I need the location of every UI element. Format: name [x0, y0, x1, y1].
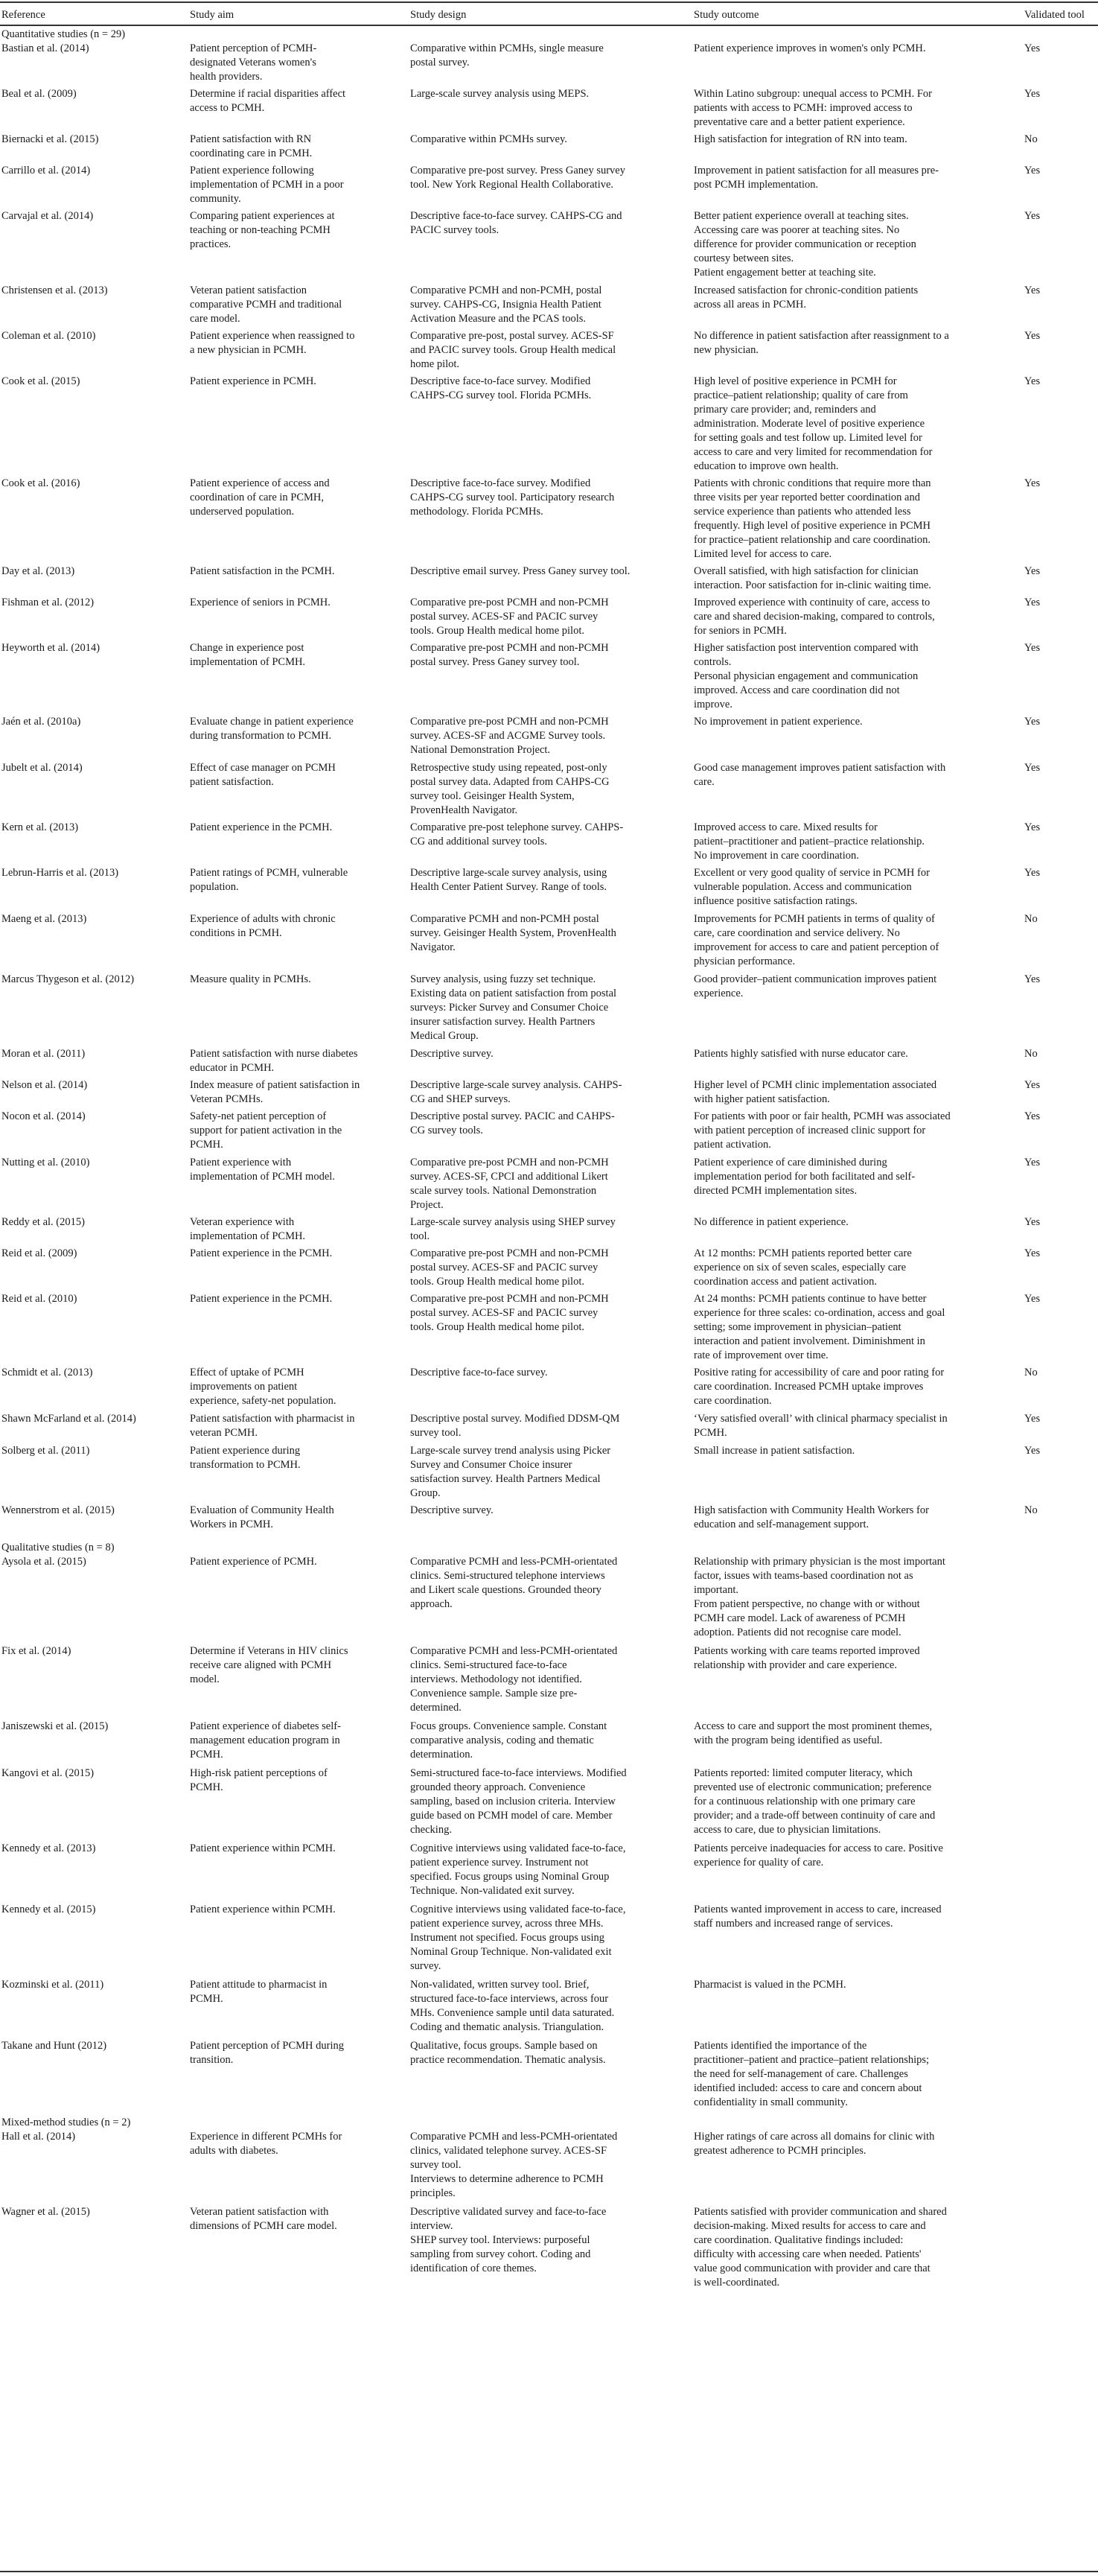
cell-study-outcome: High level of positive experience in PCMH for practice–patient relationship; quality of care from primary care provider; and, reminders and administration. Moderate level of positive experience for setting goals and test follow up. Limited level for access to care and very limited for recommendation for education to improve own health.	[694, 375, 933, 472]
cell-validated-tool: Yes	[1024, 597, 1041, 608]
cell-reference: Kern et al. (2013)	[1, 821, 79, 833]
cell-validated-tool: Yes	[1024, 642, 1041, 654]
cell-validated-tool: Yes	[1024, 284, 1041, 296]
cell-reference: Fix et al. (2014)	[1, 1645, 71, 1657]
cell-study-outcome: Patients identified the importance of the practitioner–patient and practice–patient relationships; the need for self-management of care. Challenges identified included: access to care and concern about confidentiality in small community.	[694, 2040, 930, 2108]
cell-validated-tool: Yes	[1024, 1079, 1041, 1091]
cell-study-design: Descriptive survey.	[410, 1504, 494, 1516]
cell-validated-tool: No	[1024, 1367, 1038, 1378]
cell-study-aim: Patient experience of PCMH.	[190, 1556, 317, 1568]
cell-reference: Coleman et al. (2010)	[1, 330, 96, 342]
cell-reference: Nocon et al. (2014)	[1, 1110, 86, 1122]
cell-reference: Nelson et al. (2014)	[1, 1079, 88, 1091]
cell-validated-tool: No	[1024, 133, 1038, 145]
cell-study-aim: Patient experience in the PCMH.	[190, 1293, 333, 1305]
cell-study-outcome: Good case management improves patient satisfaction with care.	[694, 762, 946, 788]
cell-reference: Kennedy et al. (2013)	[1, 1842, 96, 1854]
cell-study-aim: Evaluation of Community Health Workers in PCMH.	[190, 1504, 334, 1530]
header-rule	[0, 25, 1098, 26]
cell-study-aim: Patient satisfaction with pharmacist in veteran PCMH.	[190, 1413, 355, 1439]
cell-study-design: Large-scale survey trend analysis using Picker Survey and Consumer Choice insurer satisfaction survey. Health Partners Medical Group.	[410, 1445, 611, 1499]
cell-study-outcome: At 24 months: PCMH patients continue to have better experience for three scales: co-ordination, access and goal setting; some improvement in physician–patient interaction and patient involvement. Diminishment in rate of improvement over time.	[694, 1293, 945, 1361]
cell-reference: Carvajal et al. (2014)	[1, 210, 94, 222]
cell-reference: Reid et al. (2010)	[1, 1293, 77, 1305]
cell-study-outcome: Improvements for PCMH patients in terms of quality of care, care coordination and service delivery. No improvement for access to care and patient perception of physician performance.	[694, 913, 939, 967]
cell-study-aim: Patient experience within PCMH.	[190, 1904, 336, 1915]
cell-study-outcome: Higher level of PCMH clinic implementation associated with higher patient satisfaction.	[694, 1079, 937, 1105]
cell-study-aim: Evaluate change in patient experience during transformation to PCMH.	[190, 716, 354, 742]
cell-study-design: Focus groups. Convenience sample. Constant comparative analysis, coding and thematic determination.	[410, 1720, 607, 1761]
cell-reference: Janiszewski et al. (2015)	[1, 1720, 109, 1732]
cell-validated-tool: Yes	[1024, 165, 1041, 176]
cell-validated-tool: Yes	[1024, 330, 1041, 342]
cell-study-outcome: At 12 months: PCMH patients reported better care experience on six of seven scales, especially care coordination access and patient activation.	[694, 1247, 912, 1288]
cell-study-design: Retrospective study using repeated, post-only postal survey data. Adapted from CAHPS-CG survey tool. Geisinger Health System, ProvenHealth Navigator.	[410, 762, 610, 816]
cell-study-design: Descriptive large-scale survey analysis, using Health Center Patient Survey. Range of tools.	[410, 867, 607, 893]
cell-validated-tool: Yes	[1024, 1293, 1041, 1305]
table-bottom-rule	[0, 2571, 1098, 2572]
cell-validated-tool: Yes	[1024, 716, 1041, 728]
cell-study-design: Non-validated, written survey tool. Brief, structured face-to-face interviews, across four MHs. Convenience sample until data saturated. Coding and thematic analysis. Triangulation.	[410, 1979, 615, 2033]
cell-study-outcome: Patient experience improves in women's only PCMH.	[694, 42, 926, 54]
cell-study-outcome: Overall satisfied, with high satisfaction for clinician interaction. Poor satisfaction for in-clinic waiting time.	[694, 565, 931, 591]
cell-study-outcome: Patients perceive inadequacies for access to care. Positive experience for quality of care.	[694, 1842, 943, 1869]
cell-study-outcome: No improvement in patient experience.	[694, 716, 863, 728]
cell-study-outcome: Improvement in patient satisfaction for all measures pre- post PCMH implementation.	[694, 165, 939, 191]
cell-reference: Carrillo et al. (2014)	[1, 165, 91, 176]
cell-reference: Lebrun-Harris et al. (2013)	[1, 867, 119, 879]
section-heading: Quantitative studies (n = 29)	[1, 28, 126, 40]
cell-study-aim: Patient experience in the PCMH.	[190, 821, 333, 833]
cell-validated-tool: Yes	[1024, 565, 1041, 577]
cell-reference: Jubelt et al. (2014)	[1, 762, 83, 774]
cell-reference: Kennedy et al. (2015)	[1, 1904, 96, 1915]
cell-reference: Biernacki et al. (2015)	[1, 133, 99, 145]
cell-reference: Wagner et al. (2015)	[1, 2206, 90, 2218]
cell-validated-tool: Yes	[1024, 1247, 1041, 1259]
cell-study-aim: Patient experience of access and coordination of care in PCMH, underserved population.	[190, 477, 330, 518]
cell-study-outcome: Excellent or very good quality of service in PCMH for vulnerable population. Access and communication influence positive satisfaction ratings.	[694, 867, 930, 907]
cell-validated-tool: Yes	[1024, 42, 1041, 54]
cell-study-design: Descriptive postal survey. Modified DDSM-QM survey tool.	[410, 1413, 620, 1439]
cell-validated-tool: Yes	[1024, 762, 1041, 774]
cell-study-outcome: For patients with poor or fair health, PCMH was associated with patient perception of increased clinic support for patient activation.	[694, 1110, 951, 1151]
cell-reference: Aysola et al. (2015)	[1, 1556, 86, 1568]
cell-study-design: Comparative pre-post, postal survey. ACES-SF and PACIC survey tools. Group Health medical home pilot.	[410, 330, 616, 370]
cell-study-design: Descriptive validated survey and face-to-face interview. SHEP survey tool. Interviews: purposeful sampling from survey cohort. Coding and identification of core themes.	[410, 2206, 607, 2274]
cell-study-aim: High-risk patient perceptions of PCMH.	[190, 1767, 328, 1793]
cell-reference: Beal et al. (2009)	[1, 88, 77, 100]
cell-reference: Kozminski et al. (2011)	[1, 1979, 104, 1991]
cell-study-aim: Veteran patient satisfaction comparative PCMH and traditional care model.	[190, 284, 342, 325]
cell-study-outcome: Pharmacist is valued in the PCMH.	[694, 1979, 846, 1991]
cell-validated-tool: Yes	[1024, 1413, 1041, 1425]
cell-study-design: Semi-structured face-to-face interviews. Modified grounded theory approach. Convenience sampling, based on inclusion criteria. Interview guide based on PCMH model of care. Member checking.	[410, 1767, 627, 1836]
cell-study-design: Comparative pre-post PCMH and non-PCMH postal survey. ACES-SF and PACIC survey tools. Group Health medical home pilot.	[410, 597, 609, 637]
cell-validated-tool: No	[1024, 1048, 1038, 1060]
cell-reference: Takane and Hunt (2012)	[1, 2040, 107, 2052]
cell-study-aim: Comparing patient experiences at teaching or non-teaching PCMH practices.	[190, 210, 335, 250]
cell-study-aim: Patient experience when reassigned to a new physician in PCMH.	[190, 330, 355, 356]
cell-study-design: Comparative pre-post PCMH and non-PCMH postal survey. Press Ganey survey tool.	[410, 642, 609, 668]
cell-study-outcome: Improved experience with continuity of care, access to care and shared decision-making, compared to controls, for seniors in PCMH.	[694, 597, 935, 637]
cell-study-aim: Effect of case manager on PCMH patient satisfaction.	[190, 762, 336, 788]
cell-reference: Cook et al. (2016)	[1, 477, 80, 489]
cell-study-design: Comparative PCMH and less-PCMH-orientated clinics, validated telephone survey. ACES-SF survey tool. Interviews to determine adherence to PCMH principles.	[410, 2131, 618, 2199]
cell-study-design: Comparative pre-post PCMH and non-PCMH survey. ACES-SF, CPCI and additional Likert scale survey tools. National Demonstration Project.	[410, 1157, 609, 1211]
header-validated-tool: Validated tool	[1024, 9, 1085, 21]
cell-reference: Schmidt et al. (2013)	[1, 1367, 93, 1378]
cell-study-outcome: Patients satisfied with provider communication and shared decision-making. Mixed results for access to care and care coordination. Qualitative findings included: difficulty with accessing care when needed. Patients' value good communication with provider and care that is well-coordinated.	[694, 2206, 947, 2289]
cell-study-aim: Effect of uptake of PCMH improvements on patient experience, safety-net population.	[190, 1367, 336, 1407]
cell-study-aim: Patient perception of PCMH- designated Veterans women's health providers.	[190, 42, 317, 83]
cell-study-aim: Experience of seniors in PCMH.	[190, 597, 331, 608]
cell-reference: Shawn McFarland et al. (2014)	[1, 1413, 136, 1425]
cell-study-aim: Patient experience following implementation of PCMH in a poor community.	[190, 165, 344, 205]
cell-study-design: Cognitive interviews using validated face-to-face, patient experience survey, across three MHs. Instrument not specified. Focus groups using Nominal Group Technique. Non-validated exit survey.	[410, 1904, 626, 1972]
cell-study-design: Comparative within PCMHs survey.	[410, 133, 567, 145]
cell-study-design: Survey analysis, using fuzzy set technique. Existing data on patient satisfaction from postal surveys: Picker Survey and Consumer Choice insurer satisfaction survey. Health Partners Medical Group.	[410, 973, 617, 1042]
cell-validated-tool: Yes	[1024, 1110, 1041, 1122]
cell-study-outcome: Relationship with primary physician is the most important factor, issues with teams-based coordination not as important. From patient perspective, no change with or without PCMH care model. Lack of awareness of PCMH adoption. Patients did not recognise care model.	[694, 1556, 945, 1638]
cell-study-outcome: Patients reported: limited computer literacy, which prevented use of electronic communication; preference for a continuous relationship with one primary care provider; and a trade-off between continuity of care and access to care, due to physician limitations.	[694, 1767, 936, 1836]
cell-study-design: Descriptive face-to-face survey.	[410, 1367, 548, 1378]
cell-validated-tool: Yes	[1024, 210, 1041, 222]
cell-reference: Day et al. (2013)	[1, 565, 75, 577]
header-reference: Reference	[1, 9, 45, 21]
cell-study-design: Descriptive face-to-face survey. Modified CAHPS-CG survey tool. Participatory research methodology. Florida PCMHs.	[410, 477, 615, 518]
cell-study-design: Qualitative, focus groups. Sample based on practice recommendation. Thematic analysis.	[410, 2040, 606, 2066]
cell-study-aim: Patient satisfaction with RN coordinating care in PCMH.	[190, 133, 313, 159]
cell-study-outcome: Patients wanted improvement in access to care, increased staff numbers and increased range of services.	[694, 1904, 942, 1930]
cell-study-aim: Change in experience post implementation of PCMH.	[190, 642, 306, 668]
cell-reference: Wennerstrom et al. (2015)	[1, 1504, 115, 1516]
cell-study-outcome: Within Latino subgroup: unequal access to PCMH. For patients with access to PCMH: improved access to preventative care and a better patient experience.	[694, 88, 932, 128]
cell-study-design: Comparative pre-post PCMH and non-PCMH postal survey. ACES-SF and PACIC survey tools. Group Health medical home pilot.	[410, 1247, 609, 1288]
cell-reference: Kangovi et al. (2015)	[1, 1767, 95, 1779]
cell-study-aim: Patient experience with implementation of PCMH model.	[190, 1157, 335, 1183]
cell-study-design: Large-scale survey analysis using SHEP survey tool.	[410, 1216, 616, 1242]
cell-study-outcome: Better patient experience overall at teaching sites. Accessing care was poorer at teaching sites. No difference for provider communication or reception courtesy between sites. Patient engagement better at teaching site.	[694, 210, 916, 279]
cell-study-outcome: ‘Very satisfied overall’ with clinical pharmacy specialist in PCMH.	[694, 1413, 948, 1439]
cell-study-outcome: High satisfaction with Community Health Workers for education and self-management support.	[694, 1504, 929, 1530]
cell-validated-tool: Yes	[1024, 1445, 1041, 1457]
cell-reference: Moran et al. (2011)	[1, 1048, 86, 1060]
cell-validated-tool: Yes	[1024, 867, 1041, 879]
cell-validated-tool: No	[1024, 1504, 1038, 1516]
cell-validated-tool: Yes	[1024, 821, 1041, 833]
cell-reference: Maeng et al. (2013)	[1, 913, 87, 925]
cell-study-design: Descriptive postal survey. PACIC and CAHPS- CG survey tools.	[410, 1110, 615, 1136]
cell-study-outcome: Access to care and support the most prominent themes, with the program being identified as useful.	[694, 1720, 933, 1746]
cell-study-outcome: Higher satisfaction post intervention compared with controls. Personal physician engagement and communication improved. Access and care coordination did not improve.	[694, 642, 919, 710]
cell-study-aim: Index measure of patient satisfaction in Veteran PCMHs.	[190, 1079, 360, 1105]
cell-study-design: Descriptive survey.	[410, 1048, 494, 1060]
cell-reference: Heyworth et al. (2014)	[1, 642, 100, 654]
cell-study-aim: Patient experience during transformation to PCMH.	[190, 1445, 301, 1471]
header-study-aim: Study aim	[190, 9, 234, 21]
cell-study-outcome: Increased satisfaction for chronic-condition patients across all areas in PCMH.	[694, 284, 919, 311]
cell-study-aim: Veteran experience with implementation of PCMH.	[190, 1216, 306, 1242]
cell-study-outcome: High satisfaction for integration of RN into team.	[694, 133, 907, 145]
cell-reference: Solberg et al. (2011)	[1, 1445, 90, 1457]
cell-validated-tool: Yes	[1024, 375, 1041, 387]
cell-study-outcome: Small increase in patient satisfaction.	[694, 1445, 855, 1457]
cell-study-aim: Determine if racial disparities affect access to PCMH.	[190, 88, 346, 114]
header-study-outcome: Study outcome	[694, 9, 759, 21]
cell-study-design: Comparative within PCMHs, single measure postal survey.	[410, 42, 604, 69]
cell-study-aim: Patient experience in the PCMH.	[190, 1247, 333, 1259]
cell-study-design: Descriptive face-to-face survey. CAHPS-CG and PACIC survey tools.	[410, 210, 622, 236]
cell-study-outcome: Patients highly satisfied with nurse educator care.	[694, 1048, 908, 1060]
cell-study-outcome: Improved access to care. Mixed results for patient–practitioner and patient–practice relationship. No improvement in care coordination.	[694, 821, 925, 862]
table-top-rule	[0, 1, 1098, 3]
cell-study-outcome: No difference in patient satisfaction after reassignment to a new physician.	[694, 330, 949, 356]
cell-reference: Fishman et al. (2012)	[1, 597, 95, 608]
cell-study-design: Cognitive interviews using validated face-to-face, patient experience survey. Instrument not specified. Focus groups using Nominal Group Technique. Non-validated exit survey.	[410, 1842, 626, 1897]
cell-validated-tool: Yes	[1024, 477, 1041, 489]
cell-study-aim: Patient satisfaction in the PCMH.	[190, 565, 335, 577]
section-heading: Mixed-method studies (n = 2)	[1, 2117, 131, 2128]
cell-study-outcome: Patients working with care teams reported improved relationship with provider and care experience.	[694, 1645, 920, 1671]
cell-reference: Bastian et al. (2014)	[1, 42, 89, 54]
cell-study-design: Large-scale survey analysis using MEPS.	[410, 88, 590, 100]
cell-validated-tool: Yes	[1024, 1157, 1041, 1168]
cell-study-aim: Experience of adults with chronic conditions in PCMH.	[190, 913, 336, 939]
cell-study-design: Descriptive large-scale survey analysis. CAHPS- CG and SHEP surveys.	[410, 1079, 622, 1105]
cell-study-design: Comparative PCMH and less-PCMH-orientated clinics. Semi-structured face-to-face interviews. Methodology not identified. Convenience sample. Sample size pre- determined.	[410, 1645, 618, 1714]
cell-study-design: Descriptive email survey. Press Ganey survey tool.	[410, 565, 631, 577]
cell-validated-tool: Yes	[1024, 1216, 1041, 1228]
cell-study-aim: Patient satisfaction with nurse diabetes educator in PCMH.	[190, 1048, 358, 1074]
cell-study-design: Comparative PCMH and non-PCMH, postal survey. CAHPS-CG, Insignia Health Patient Activation Measure and the PCAS tools.	[410, 284, 602, 325]
cell-reference: Hall et al. (2014)	[1, 2131, 76, 2143]
cell-reference: Nutting et al. (2010)	[1, 1157, 90, 1168]
cell-study-outcome: Patient experience of care diminished during implementation period for both facilitated and self- directed PCMH implementation sites.	[694, 1157, 916, 1197]
section-heading: Qualitative studies (n = 8)	[1, 1542, 115, 1553]
cell-study-aim: Veteran patient satisfaction with dimensions of PCMH care model.	[190, 2206, 337, 2232]
cell-study-aim: Measure quality in PCMHs.	[190, 973, 311, 985]
cell-study-outcome: Good provider–patient communication improves patient experience.	[694, 973, 937, 999]
cell-study-aim: Safety-net patient perception of support for patient activation in the PCMH.	[190, 1110, 342, 1151]
cell-validated-tool: No	[1024, 913, 1038, 925]
cell-validated-tool: Yes	[1024, 973, 1041, 985]
cell-study-outcome: Positive rating for accessibility of care and poor rating for care coordination. Increased PCMH uptake improves care coordination.	[694, 1367, 945, 1407]
cell-study-outcome: Patients with chronic conditions that require more than three visits per year reported better coordination and service experience than patients who attended less frequently. High level of positive experience in PCMH for practice–patient relationship and care coordination. Limited level for access to care.	[694, 477, 931, 560]
cell-reference: Jaén et al. (2010a)	[1, 716, 81, 728]
cell-study-aim: Patient experience in PCMH.	[190, 375, 316, 387]
cell-reference: Reid et al. (2009)	[1, 1247, 77, 1259]
cell-reference: Reddy et al. (2015)	[1, 1216, 85, 1228]
cell-study-outcome: Higher ratings of care across all domains for clinic with greatest adherence to PCMH principles.	[694, 2131, 935, 2157]
cell-study-aim: Patient perception of PCMH during transition.	[190, 2040, 345, 2066]
cell-study-design: Descriptive face-to-face survey. Modified CAHPS-CG survey tool. Florida PCMHs.	[410, 375, 592, 401]
cell-validated-tool: Yes	[1024, 88, 1041, 100]
cell-reference: Marcus Thygeson et al. (2012)	[1, 973, 135, 985]
header-study-design: Study design	[410, 9, 467, 21]
cell-study-design: Comparative pre-post survey. Press Ganey survey tool. New York Regional Health Collaborative.	[410, 165, 625, 191]
cell-study-design: Comparative PCMH and less-PCMH-orientated clinics. Semi-structured telephone interviews and Likert scale questions. Grounded theory approach.	[410, 1556, 618, 1610]
cell-study-aim: Patient experience of diabetes self- management education program in PCMH.	[190, 1720, 341, 1761]
cell-study-aim: Experience in different PCMHs for adults with diabetes.	[190, 2131, 342, 2157]
cell-study-design: Comparative pre-post telephone survey. CAHPS- CG and additional survey tools.	[410, 821, 624, 847]
cell-study-design: Comparative pre-post PCMH and non-PCMH survey. ACES-SF and ACGME Survey tools. National Demonstration Project.	[410, 716, 609, 756]
cell-study-aim: Determine if Veterans in HIV clinics receive care aligned with PCMH model.	[190, 1645, 348, 1685]
cell-study-aim: Patient experience within PCMH.	[190, 1842, 336, 1854]
cell-study-design: Comparative pre-post PCMH and non-PCMH postal survey. ACES-SF and PACIC survey tools. Group Health medical home pilot.	[410, 1293, 609, 1333]
cell-reference: Christensen et al. (2013)	[1, 284, 108, 296]
cell-reference: Cook et al. (2015)	[1, 375, 80, 387]
cell-study-aim: Patient ratings of PCMH, vulnerable population.	[190, 867, 348, 893]
cell-study-outcome: No difference in patient experience.	[694, 1216, 849, 1228]
cell-study-design: Comparative PCMH and non-PCMH postal survey. Geisinger Health System, ProvenHealth Navigator.	[410, 913, 616, 953]
cell-study-aim: Patient attitude to pharmacist in PCMH.	[190, 1979, 328, 2005]
